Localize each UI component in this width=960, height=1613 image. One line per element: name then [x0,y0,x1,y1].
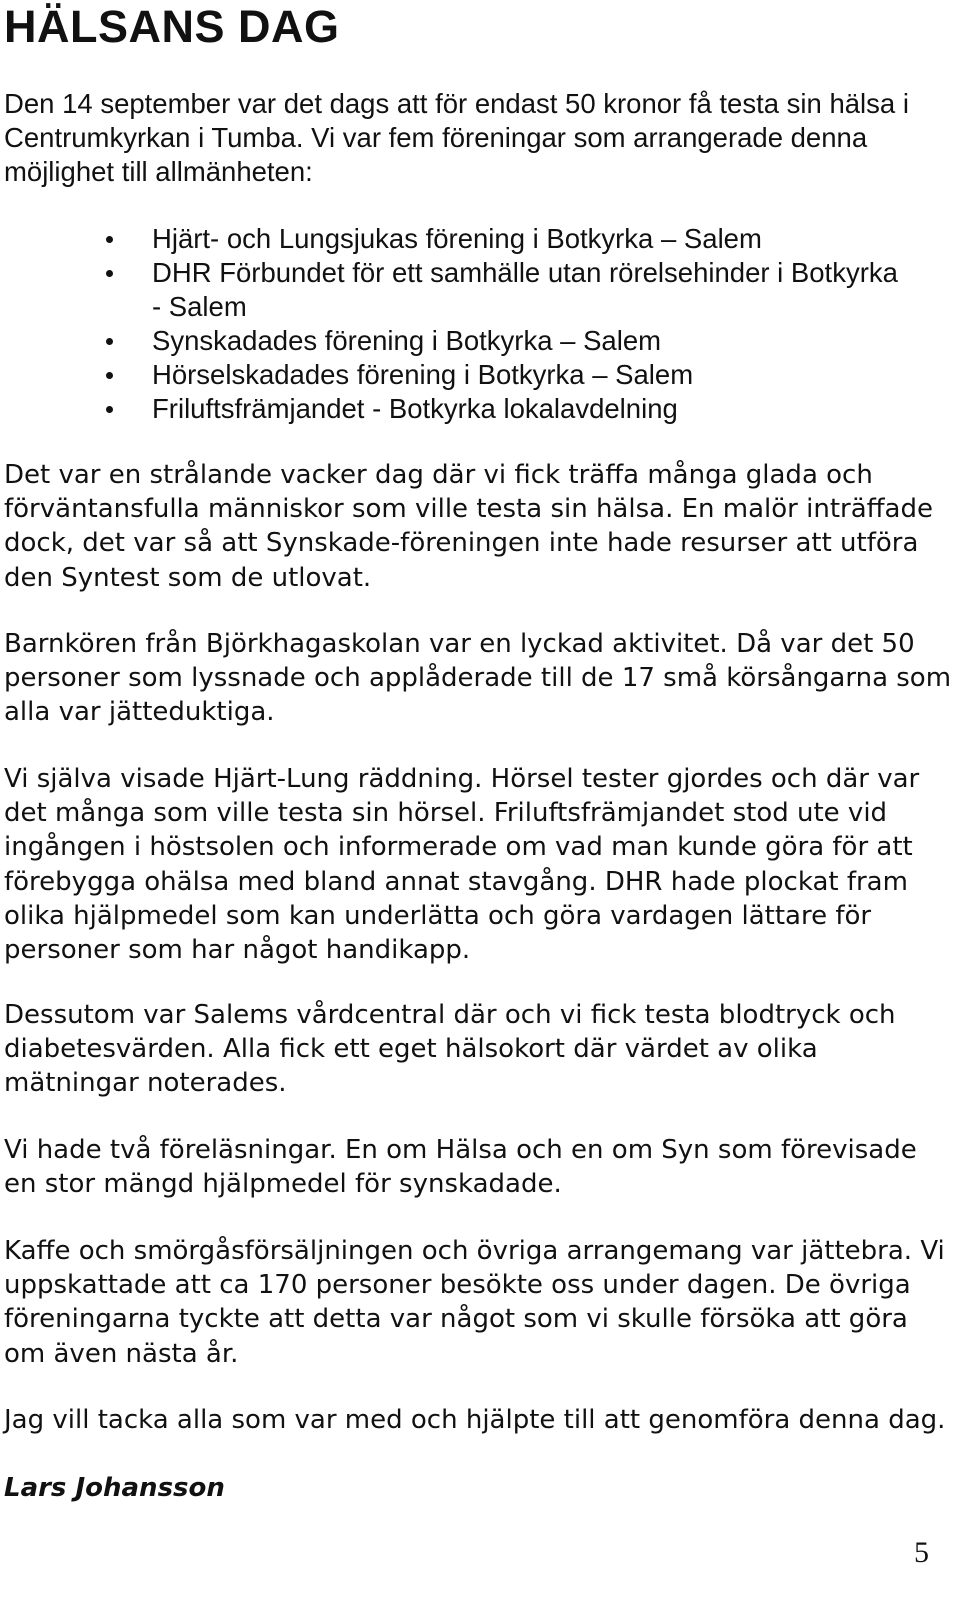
bullet-icon [106,270,113,277]
organization-name: Hörselskadades förening i Botkyrka – Salem [152,359,694,390]
document-title: HÄLSANS DAG [4,1,340,52]
list-item [0,256,912,324]
organization-name: Friluftsfrämjandet - Botkyrka lokalavdelning [152,393,678,424]
page-number: 5 [914,1536,929,1569]
intro-paragraph: Den 14 september var det dags att för endast 50 kronor få testa sin hälsa i Centrumkyrkan i Tumba. Vi var fem föreningar som arrangerade denna möjlighet till allmänheten: [4,88,909,187]
organization-list [0,222,912,426]
organization-name: DHR Förbundet för ett samhälle utan rörelsehinder i Botkyrka - Salem [152,257,898,322]
organization-name: Hjärt- och Lungsjukas förening i Botkyrka – Salem [152,223,762,254]
bullet-icon [106,236,113,243]
list-item [0,222,912,256]
body-paragraph: Vi hade två föreläsningar. En om Hälsa och en om Syn som förevisade en stor mängd hjälpmedel för synskadade. [4,1135,917,1200]
list-item [0,392,912,426]
body-paragraph: Det var en strålande vacker dag där vi fick träffa många glada och förväntansfulla människor som ville testa sin hälsa. En malör inträffade dock, det var så att Synskade-föreningen inte hade resurser att utföra den Syntest som de utlovat. [4,460,933,593]
organization-name: Synskadades förening i Botkyrka – Salem [152,325,662,356]
list-item [0,358,912,392]
bullet-icon [106,372,113,379]
closing-paragraph: Jag vill tacka alla som var med och hjälpte till att genomföra denna dag. [4,1405,946,1435]
body-paragraph: Kaffe och smörgåsförsäljningen och övriga arrangemang var jättebra. Vi uppskattade att ca 170 personer besökte oss under dagen. De övriga föreningarna tyckte att detta var något som vi skulle försöka att göra om även nästa år. [4,1236,945,1369]
bullet-icon [106,338,113,345]
body-paragraph: Vi själva visade Hjärt-Lung räddning. Hörsel tester gjordes och där var det många som ville testa sin hörsel. Friluftsfrämjandet stod ute vid ingången i höstsolen och informerade om vad man kunde göra för att förebygga ohälsa med bland annat stavgång. DHR hade plockat fram olika hjälpmedel som kan underlätta och göra vardagen lättare för personer som har något handikapp. [4,764,920,966]
bullet-icon [106,406,113,413]
body-paragraph: Dessutom var Salems vårdcentral där och vi fick testa blodtryck och diabetesvärden. Alla fick ett eget hälsokort där värdet av olika mätningar noterades. [4,1000,896,1099]
body-paragraph: Barnkören från Björkhagaskolan var en lyckad aktivitet. Då var det 50 personer som lyssnade och applåderade till de 17 små körsångarna som alla var jätteduktiga. [4,629,952,728]
author-signature: Lars Johansson [4,1473,225,1503]
list-item [0,324,912,358]
